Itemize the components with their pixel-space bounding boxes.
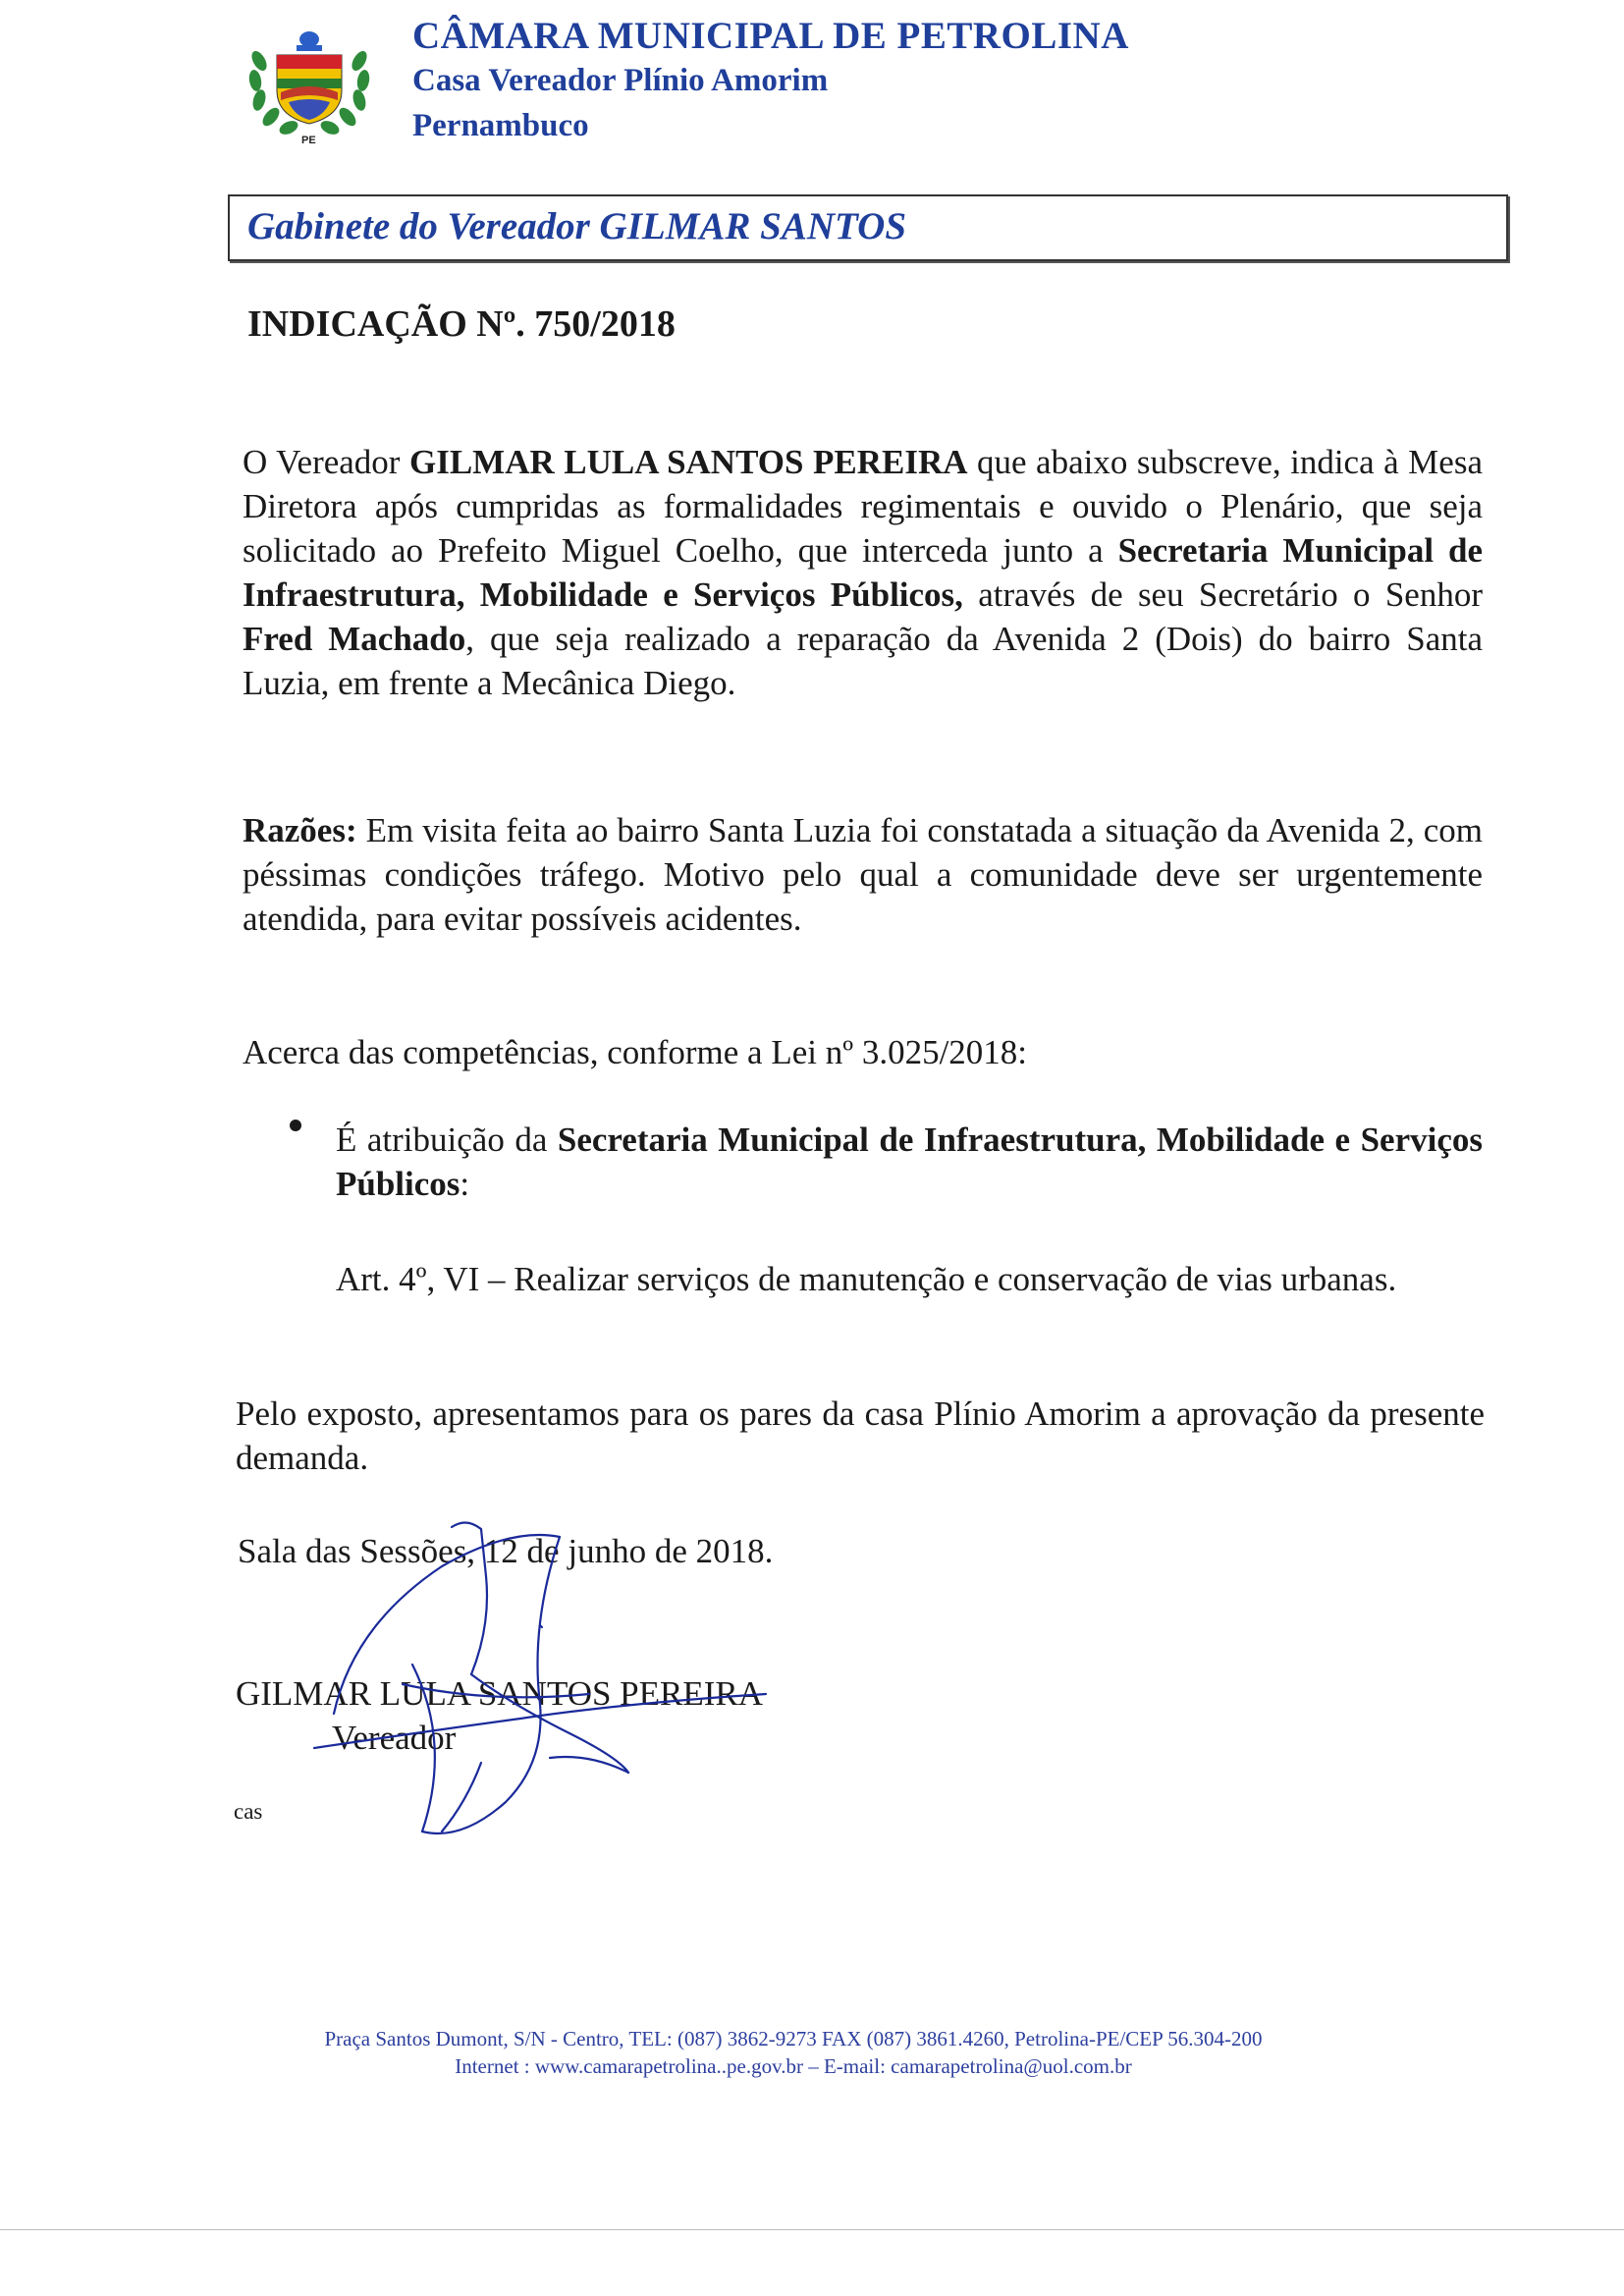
signer-name: GILMAR LULA SANTOS PEREIRA (236, 1674, 764, 1713)
councilor-name-bold: GILMAR LULA SANTOS PEREIRA (408, 443, 968, 481)
text-run: Em visita feita ao bairro Santa Luzia foi constatada a situação da Avenida 2, com péssimas condições tráfego. Motivo pelo qual a comunidade deve ser urgentemente atendida, para evitar possíveis acidentes. (243, 811, 1483, 938)
coat-of-arms-logo (245, 22, 373, 147)
bullet-icon (290, 1120, 301, 1131)
page-bottom-divider (0, 2229, 1624, 2230)
reasons-label: Razões: (243, 811, 357, 849)
footer-address: Praça Santos Dumont, S/N - Centro, TEL: (087) 3862-9273 FAX (087) 3861.4260, Petrolina-PE/CEP 56.304-200 (324, 2027, 1263, 2050)
signer-role: Vereador (332, 1719, 457, 1757)
bullet-item (336, 1118, 1483, 1206)
cabinet-label: Gabinete do Vereador GILMAR SANTOS (247, 205, 907, 247)
paragraph-competencies: Acerca das competências, conforme a Lei nº 3.025/2018: (243, 1033, 1028, 1071)
text-run: : (460, 1165, 470, 1203)
logo-ribbon-text: PE (301, 135, 316, 146)
secretary-name-bold: Fred Machado (243, 620, 466, 658)
cabinet-banner (228, 194, 1508, 261)
article-text: Art. 4º, VI – Realizar serviços de manutenção e conservação de vias urbanas. (336, 1260, 1397, 1298)
chamber-state: Pernambuco (412, 108, 589, 143)
handwritten-signature (295, 1507, 844, 1890)
text-run: É atribuição da (336, 1121, 558, 1159)
secretariat-name-bold: Secretaria Municipal de Infraestrutura, Mobilidade e Serviços Públicos (336, 1121, 1483, 1203)
session-date: Sala das Sessões, 12 de junho de 2018. (238, 1532, 774, 1570)
paragraph-request (243, 440, 1483, 705)
indicacao-title: INDICAÇÃO Nº. 750/2018 (247, 303, 676, 345)
text-run: , que seja realizado a reparação da Avenida 2 (Dois) do bairro Santa Luzia, em frente a Mecânica Diego. (243, 620, 1483, 702)
text-run: O Vereador (243, 443, 409, 481)
footer-contact: Internet : www.camarapetrolina..pe.gov.br – E-mail: camarapetrolina@uol.com.br (455, 2054, 1132, 2078)
chamber-title: CÂMARA MUNICIPAL DE PETROLINA (412, 15, 1129, 57)
text-run: que abaixo subscreve, indica à Mesa Diretora após cumpridas as formalidades regimentais e ouvido o Plenário, que seja solicitado ao Prefeito Miguel Coelho, que interceda junto a (243, 443, 1483, 570)
paragraph-reasons (243, 808, 1483, 941)
typist-initials: cas (234, 1799, 263, 1824)
paragraph-conclusion: Pelo exposto, apresentamos para os pares da casa Plínio Amorim a aprovação da presente demanda. (236, 1394, 1485, 1477)
text-run: através de seu Secretário o Senhor (962, 575, 1483, 614)
chamber-subtitle: Casa Vereador Plínio Amorim (412, 63, 829, 98)
secretariat-name-bold: Secretaria Municipal de Infraestrutura, Mobilidade e Serviços Públicos, (243, 531, 1483, 614)
